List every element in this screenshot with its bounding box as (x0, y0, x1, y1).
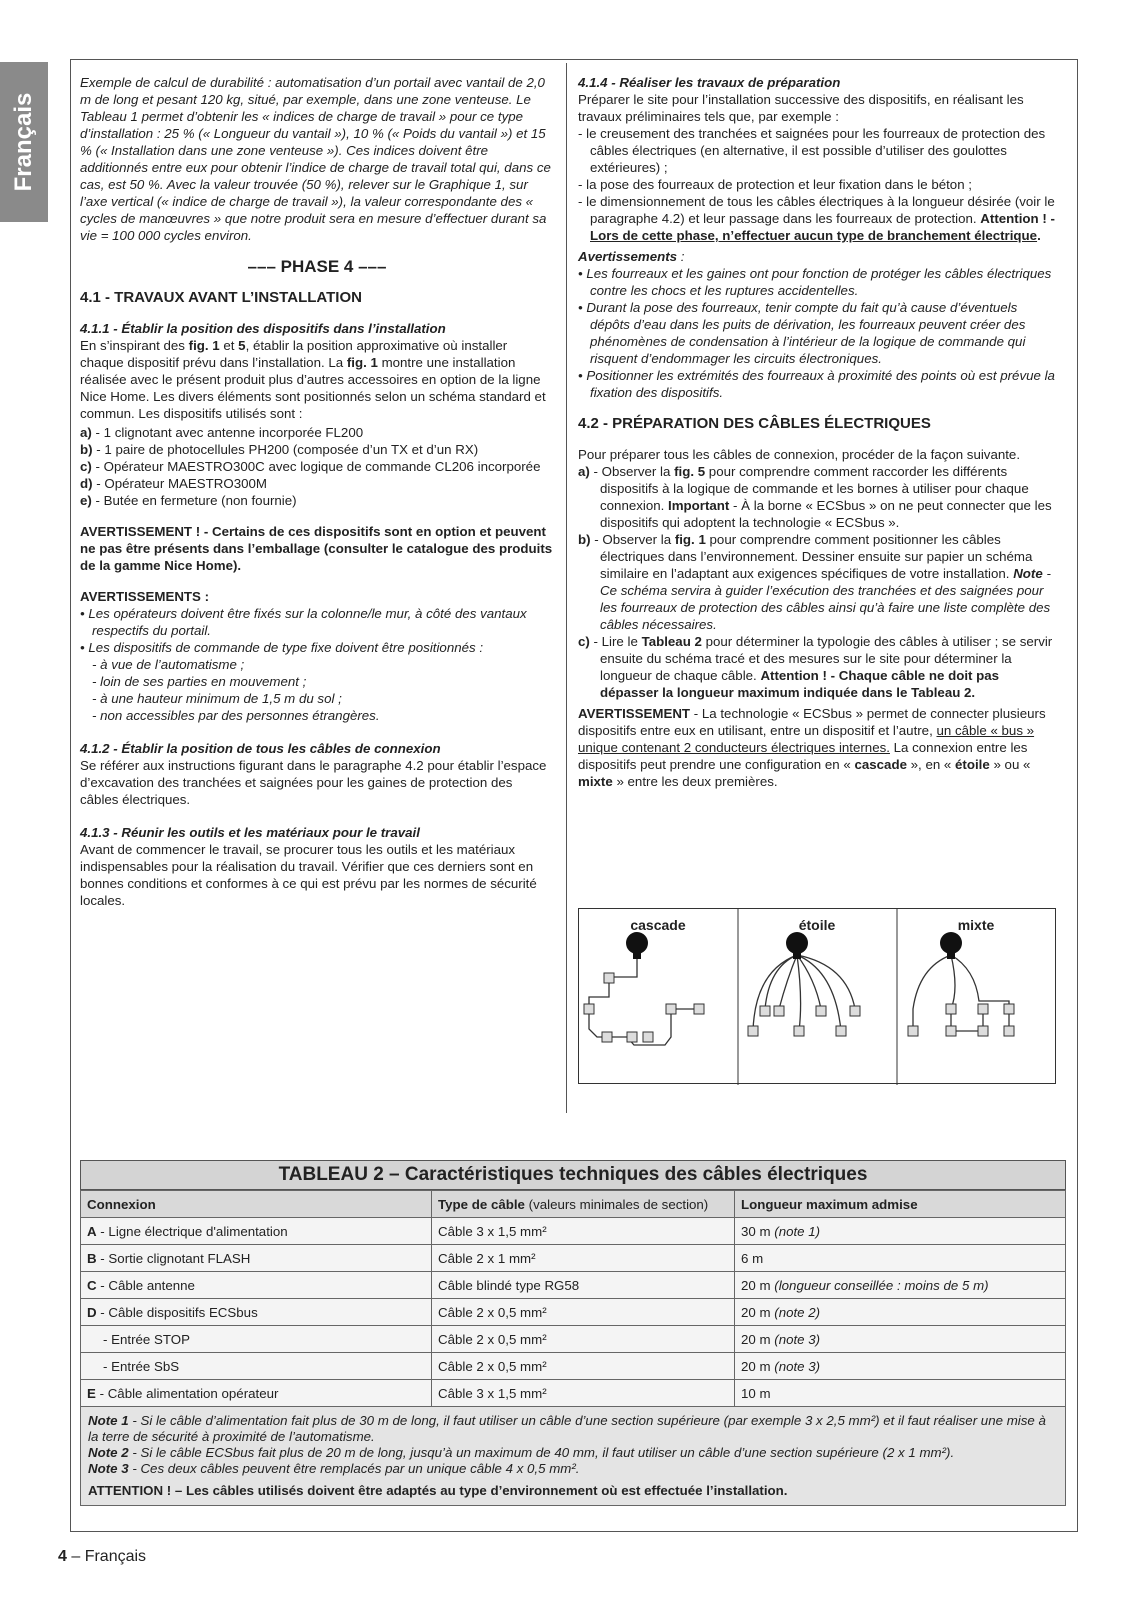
list-item: - la pose des fourreaux de protection et leur fixation dans le béton ; (578, 177, 972, 192)
column-divider (566, 63, 567, 1113)
list-item: - le creusement des tranchées et saignées pour les fourreaux de protection des câbles électriques (en alternative, il est possible d’utiliser des goulottes extérieures) ; (578, 126, 1046, 175)
cascade-label: cascade (630, 917, 686, 933)
table-row: A - Ligne électrique d'alimentation Câble 3 x 1,5 mm² 30 m (note 1) (81, 1218, 1066, 1245)
column-header-type: Type de câble (valeurs minimales de section) (432, 1191, 735, 1218)
ecsbus-topology-diagram (578, 908, 1056, 1084)
list-item: c) - Lire le Tableau 2 pour déterminer la typologie des câbles à utiliser ; se servir ensuite du schéma tracé et des mesures sur le site pour déterminer la longueur de chaque câble. Attention ! - Chaque câble ne doit pas dépasser la longueur maximum indiquée dans le Tableau 2. (578, 634, 1053, 700)
warnings-title: AVERTISSEMENTS : (80, 589, 210, 604)
steps-list (578, 463, 1056, 701)
cascade-device-icons (584, 973, 704, 1042)
list-item: • Les opérateurs doivent être fixés sur la colonne/le mur, à côté des vantaux respectifs du portail. (80, 606, 527, 638)
intro-paragraph: Exemple de calcul de durabilité : automatisation d’un portail avec vantail de 2,0 m de long et pesant 120 kg, situé, par exemple, dans une zone venteuse. Le Tableau 1 permet d’obtenir les « indices de charge de travail » pour ce type d’installation : 25 % (« Longueur du vantail »), 10 % (« Poids du vantail ») et 15 % (« Installation dans une zone venteuse »). Ces indices doivent être additionnés entre eux pour obtenir l’indice de charge de travail total qui, dans ce cas, est 50 %. Avec la valeur trouvée (50 %), relever sur le Graphique 1, sur l’axe vertical (« indice de charge de travail »), la valeur correspondante des « cycles de manœuvres » que notre produit sera en mesure d’effectuer durant sa vie = 100 000 cycles environ. (80, 75, 551, 243)
cable-table (80, 1160, 1066, 1506)
cable-specs-table (80, 1190, 1066, 1407)
language-tab-label: Français (10, 92, 37, 192)
table-row: B - Sortie clignotant FLASH Câble 2 x 1 mm² 6 m (81, 1245, 1066, 1272)
mixte-label: mixte (957, 917, 995, 933)
list-item: • Durant la pose des fourreaux, tenir compte du fait qu’à cause d’éventuels dépôts d’eau dans les puits de dérivation, les fourreaux peuvent créer des phénomènes de condensation à l’intérieur de la logique de commande qui risquent d’endommager les circuits électroniques. (578, 300, 1026, 366)
note-2: Note 2 - Si le câble ECSbus fait plus de 20 m de long, jusqu’à un maximum de 40 mm, il faut utiliser un câble d’une section supérieure (2 x 1 mm²). (88, 1445, 955, 1460)
subsection-4-1-2-text: Se référer aux instructions figurant dans le paragraphe 4.2 pour établir l’espace d’excavation des tranchées et saignées pour les gaines de protection des câbles électriques. (80, 758, 547, 807)
table-row: - Entrée SbS Câble 2 x 0,5 mm² 20 m (note 3) (81, 1353, 1066, 1380)
list-item: - à vue de l’automatisme ; (92, 657, 245, 672)
column-header-connexion: Connexion (81, 1191, 432, 1218)
subsection-4-1-4-heading: 4.1.4 - Réaliser les travaux de préparation (578, 75, 841, 90)
control-unit-icon (626, 932, 648, 954)
list-item: - à une hauteur minimum de 1,5 m du sol ; (92, 691, 342, 706)
table-row: D - Câble dispositifs ECSbus Câble 2 x 0,5 mm² 20 m (note 2) (81, 1299, 1066, 1326)
ecsbus-warning: AVERTISSEMENT - La technologie « ECSbus » permet de connecter plusieurs dispositifs entre eux en utilisant, entre un dispositif et l’autre, un câble « bus » unique contenant 2 conducteurs électriques internes. La connexion entre les dispositifs peut prendre une configuration en « cascade », en « étoile » ou « mixte » entre les deux premières. (578, 706, 1046, 789)
list-item: c) - Opérateur MAESTRO300C avec logique de commande CL206 incorporée (80, 459, 541, 474)
left-column (80, 74, 554, 909)
list-item: e) - Butée en fermeture (non fournie) (80, 493, 297, 508)
list-item: • Les fourreaux et les gaines ont pour fonction de protéger les câbles électriques contre les chocs et les ruptures accidentelles. (578, 266, 1052, 298)
table-row: E - Câble alimentation opérateur Câble 3 x 1,5 mm² 10 m (81, 1380, 1066, 1407)
list-item: d) - Opérateur MAESTRO300M (80, 476, 267, 491)
subsection-4-1-1-heading: 4.1.1 - Établir la position des dispositifs dans l’installation (80, 321, 446, 336)
section-4-2-heading: 4.2 - PRÉPARATION DES CÂBLES ÉLECTRIQUES (578, 415, 931, 432)
attention-note: ATTENTION ! – Les câbles utilisés doivent être adaptés au type d’environnement où est effectuée l’installation. (88, 1483, 788, 1498)
page-number: 4 (58, 1548, 67, 1565)
device-list (80, 424, 554, 509)
phase-heading: ––– PHASE 4 ––– (247, 257, 387, 276)
preparation-list (578, 125, 1056, 244)
subsection-4-1-3-heading: 4.1.3 - Réunir les outils et les matériaux pour le travail (80, 825, 420, 840)
language-tab (0, 62, 48, 222)
subsection-4-1-2-heading: 4.1.2 - Établir la position de tous les câbles de connexion (80, 741, 441, 756)
avertissements-list (578, 265, 1056, 401)
mixte-topology (913, 955, 1009, 1031)
etoile-device-icons (748, 1006, 860, 1036)
subsection-4-1-4-text: Préparer le site pour l’installation successive des dispositifs, en réalisant les travaux préliminaires tels que, par exemple : (578, 92, 1024, 124)
table-row: C - Câble antenne Câble blindé type RG58 20 m (longueur conseillée : moins de 5 m) (81, 1272, 1066, 1299)
table-row: - Entrée STOP Câble 2 x 0,5 mm² 20 m (note 3) (81, 1326, 1066, 1353)
warning-options: AVERTISSEMENT ! - Certains de ces dispositifs sont en option et peuvent ne pas être présents dans l’emballage (consulter le catalogue des produits de la gamme Nice Home). (80, 524, 553, 573)
list-item: a) - 1 clignotant avec antenne incorporée FL200 (80, 425, 364, 440)
footer-language: – Français (66, 1548, 147, 1565)
list-item: - non accessibles par des personnes étrangères. (92, 708, 380, 723)
list-item: b) - Observer la fig. 1 pour comprendre comment positionner les câbles électriques dans l’environnement. Dessiner ensuite sur papier un schéma similaire en l’adaptant aux exigences spécifiques de votre installation. Note - Ce schéma servira à guider l’exécution des tranchées et des saignées pour les fourreaux de protection des câbles ainsi qu’à faire une liste complète des câbles nécessaires. (578, 532, 1051, 632)
list-item: • Positionner les extrémités des fourreaux à proximité des points où est prévue la fixation des dispositifs. (578, 368, 1055, 400)
table-notes (80, 1407, 1066, 1506)
list-item: - loin de ses parties en mouvement ; (92, 674, 307, 689)
subsection-4-1-3-text: Avant de commencer le travail, se procurer tous les outils et les matériaux indispensables pour la réalisation du travail. Vérifier que ces derniers sont en bonnes conditions et conformes à ce qui est prévu par les normes de sécurité locales. (80, 842, 537, 908)
column-header-longueur: Longueur maximum admise (735, 1191, 1066, 1218)
note-3: Note 3 - Ces deux câbles peuvent être remplacés par un unique câble 4 x 0,5 mm². (88, 1461, 580, 1476)
list-item: a) - Observer la fig. 5 pour comprendre comment raccorder les différents dispositifs à la logique de commande et les bornes à utiliser pour chaque connexion. Important - À la borne « ECSbus » on ne peut connecter que les dispositifs qui adoptent la technologie « ECSbus ». (578, 464, 1052, 530)
topology-drawing (579, 909, 1057, 1085)
etoile-label: étoile (798, 917, 836, 933)
subsection-4-1-1-text: En s’inspirant des fig. 1 et 5, établir la position approximative où installer chaque dispositif prévu dans l’installation. La fig. 1 montre une installation réalisée avec le présent produit plus d’autres accessoires en option de la ligne Nice Home. Les divers éléments sont positionnés selon un schéma standard et commun. Les dispositifs utilisés sont : (80, 338, 546, 421)
cascade-topology (589, 951, 699, 1045)
right-column (578, 74, 1056, 790)
page-footer (58, 1548, 146, 1566)
section-4-2-intro: Pour préparer tous les câbles de connexion, procéder de la façon suivante. (578, 447, 1021, 462)
list-item: - le dimensionnement de tous les câbles électriques à la longueur désirée (voir le paragraphe 4.2) et leur passage dans les fourreaux de protection. Attention ! - Lors de cette phase, n’effectuer aucun type de branchement électrique. (578, 194, 1055, 243)
section-4-1-heading: 4.1 - TRAVAUX AVANT L’INSTALLATION (80, 289, 362, 306)
warnings-list (80, 605, 554, 724)
etoile-topology (753, 955, 855, 1031)
table-title: TABLEAU 2 – Caractéristiques techniques des câbles électriques (80, 1160, 1066, 1190)
note-1: Note 1 - Si le câble d’alimentation fait plus de 30 m de long, il faut utiliser un câble d’une section supérieure (par exemple 3 x 2,5 mm²) et il faut réaliser une mise à la terre de sécurité à proximité de l’automatisme. (88, 1413, 1046, 1444)
list-item: • Les dispositifs de commande de type fixe doivent être positionnés : (80, 640, 484, 655)
avertissements-title: Avertissements : (578, 249, 685, 264)
list-item: b) - 1 paire de photocellules PH200 (composée d’un TX et d’un RX) (80, 442, 479, 457)
